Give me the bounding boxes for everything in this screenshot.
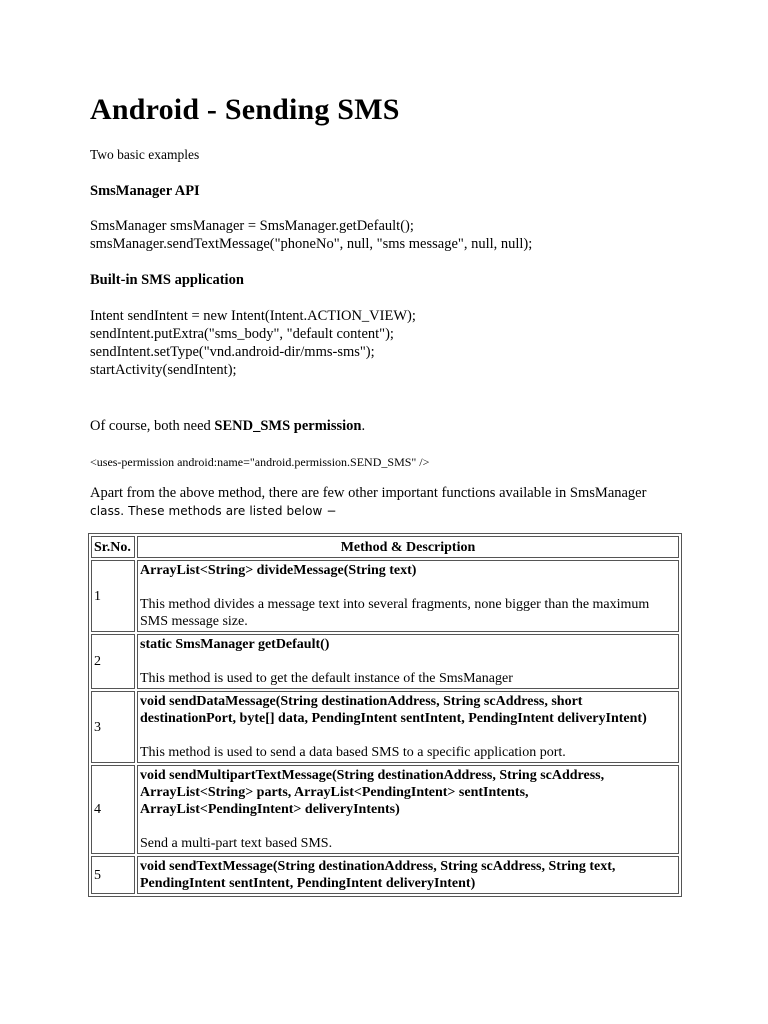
methods-table	[88, 533, 682, 897]
method-cell	[137, 560, 679, 632]
method-signature: void sendMultipartTextMessage(String destinationAddress, String scAddress, ArrayList<String> parts, ArrayList<PendingIntent> sentIntents, ArrayList<PendingIntent> deliveryIntents)	[140, 768, 605, 817]
code-line: startActivity(sendIntent);	[90, 362, 237, 378]
code-line: sendIntent.setType("vnd.android-dir/mms-sms");	[90, 344, 375, 360]
row-number: 2	[91, 634, 135, 689]
row-number: 4	[91, 765, 135, 854]
method-cell	[137, 856, 679, 894]
methods-intro-line1: Apart from the above method, there are few other important functions available in SmsManager	[90, 485, 647, 501]
code-line: sendIntent.putExtra("sms_body", "default content");	[90, 326, 394, 342]
row-number: 1	[91, 560, 135, 632]
method-description: This method is used to send a data based SMS to a specific application port.	[140, 745, 566, 760]
permission-note-prefix: Of course, both need	[90, 418, 215, 434]
code-line: SmsManager smsManager = SmsManager.getDefault();	[90, 218, 414, 234]
permission-note-suffix: .	[361, 418, 366, 434]
method-description: Send a multi-part text based SMS.	[140, 836, 333, 851]
header-sr-no: Sr.No.	[91, 536, 135, 558]
table-row	[91, 765, 679, 854]
method-description: This method is used to get the default instance of the SmsManager	[140, 671, 513, 686]
page-title: Android - Sending SMS	[90, 93, 400, 126]
permission-note	[90, 417, 365, 435]
code-line: smsManager.sendTextMessage("phoneNo", null, "sms message", null, null);	[90, 236, 533, 252]
method-description: This method divides a message text into several fragments, none bigger than the maximum SMS message size.	[140, 597, 650, 629]
permission-name: SEND_SMS permission	[214, 418, 362, 434]
intro-text: Two basic examples	[90, 147, 200, 162]
code-line: Intent sendIntent = new Intent(Intent.ACTION_VIEW);	[90, 308, 416, 324]
table-row	[91, 560, 679, 632]
table-row	[91, 691, 679, 763]
table-row	[91, 856, 679, 894]
table-header-row	[91, 536, 679, 558]
methods-intro-line2: class. These methods are listed below −	[90, 504, 337, 518]
header-method-description: Method & Description	[137, 536, 679, 558]
section-heading-builtin-sms: Built-in SMS application	[90, 272, 244, 288]
table-row	[91, 634, 679, 689]
method-signature: ArrayList<String> divideMessage(String text)	[140, 563, 417, 578]
permission-xml: <uses-permission android:name="android.permission.SEND_SMS" />	[90, 455, 430, 469]
method-cell	[137, 634, 679, 689]
section-heading-smsmanager-api: SmsManager API	[90, 183, 200, 199]
method-signature: void sendDataMessage(String destinationAddress, String scAddress, short destinationPort, byte[] data, PendingIntent sentIntent, PendingIntent deliveryIntent)	[140, 694, 647, 726]
method-cell	[137, 691, 679, 763]
method-signature: void sendTextMessage(String destinationAddress, String scAddress, String text, PendingIntent sentIntent, PendingIntent deliveryIntent)	[140, 859, 616, 891]
method-cell	[137, 765, 679, 854]
row-number: 5	[91, 856, 135, 894]
method-signature: static SmsManager getDefault()	[140, 637, 330, 652]
row-number: 3	[91, 691, 135, 763]
